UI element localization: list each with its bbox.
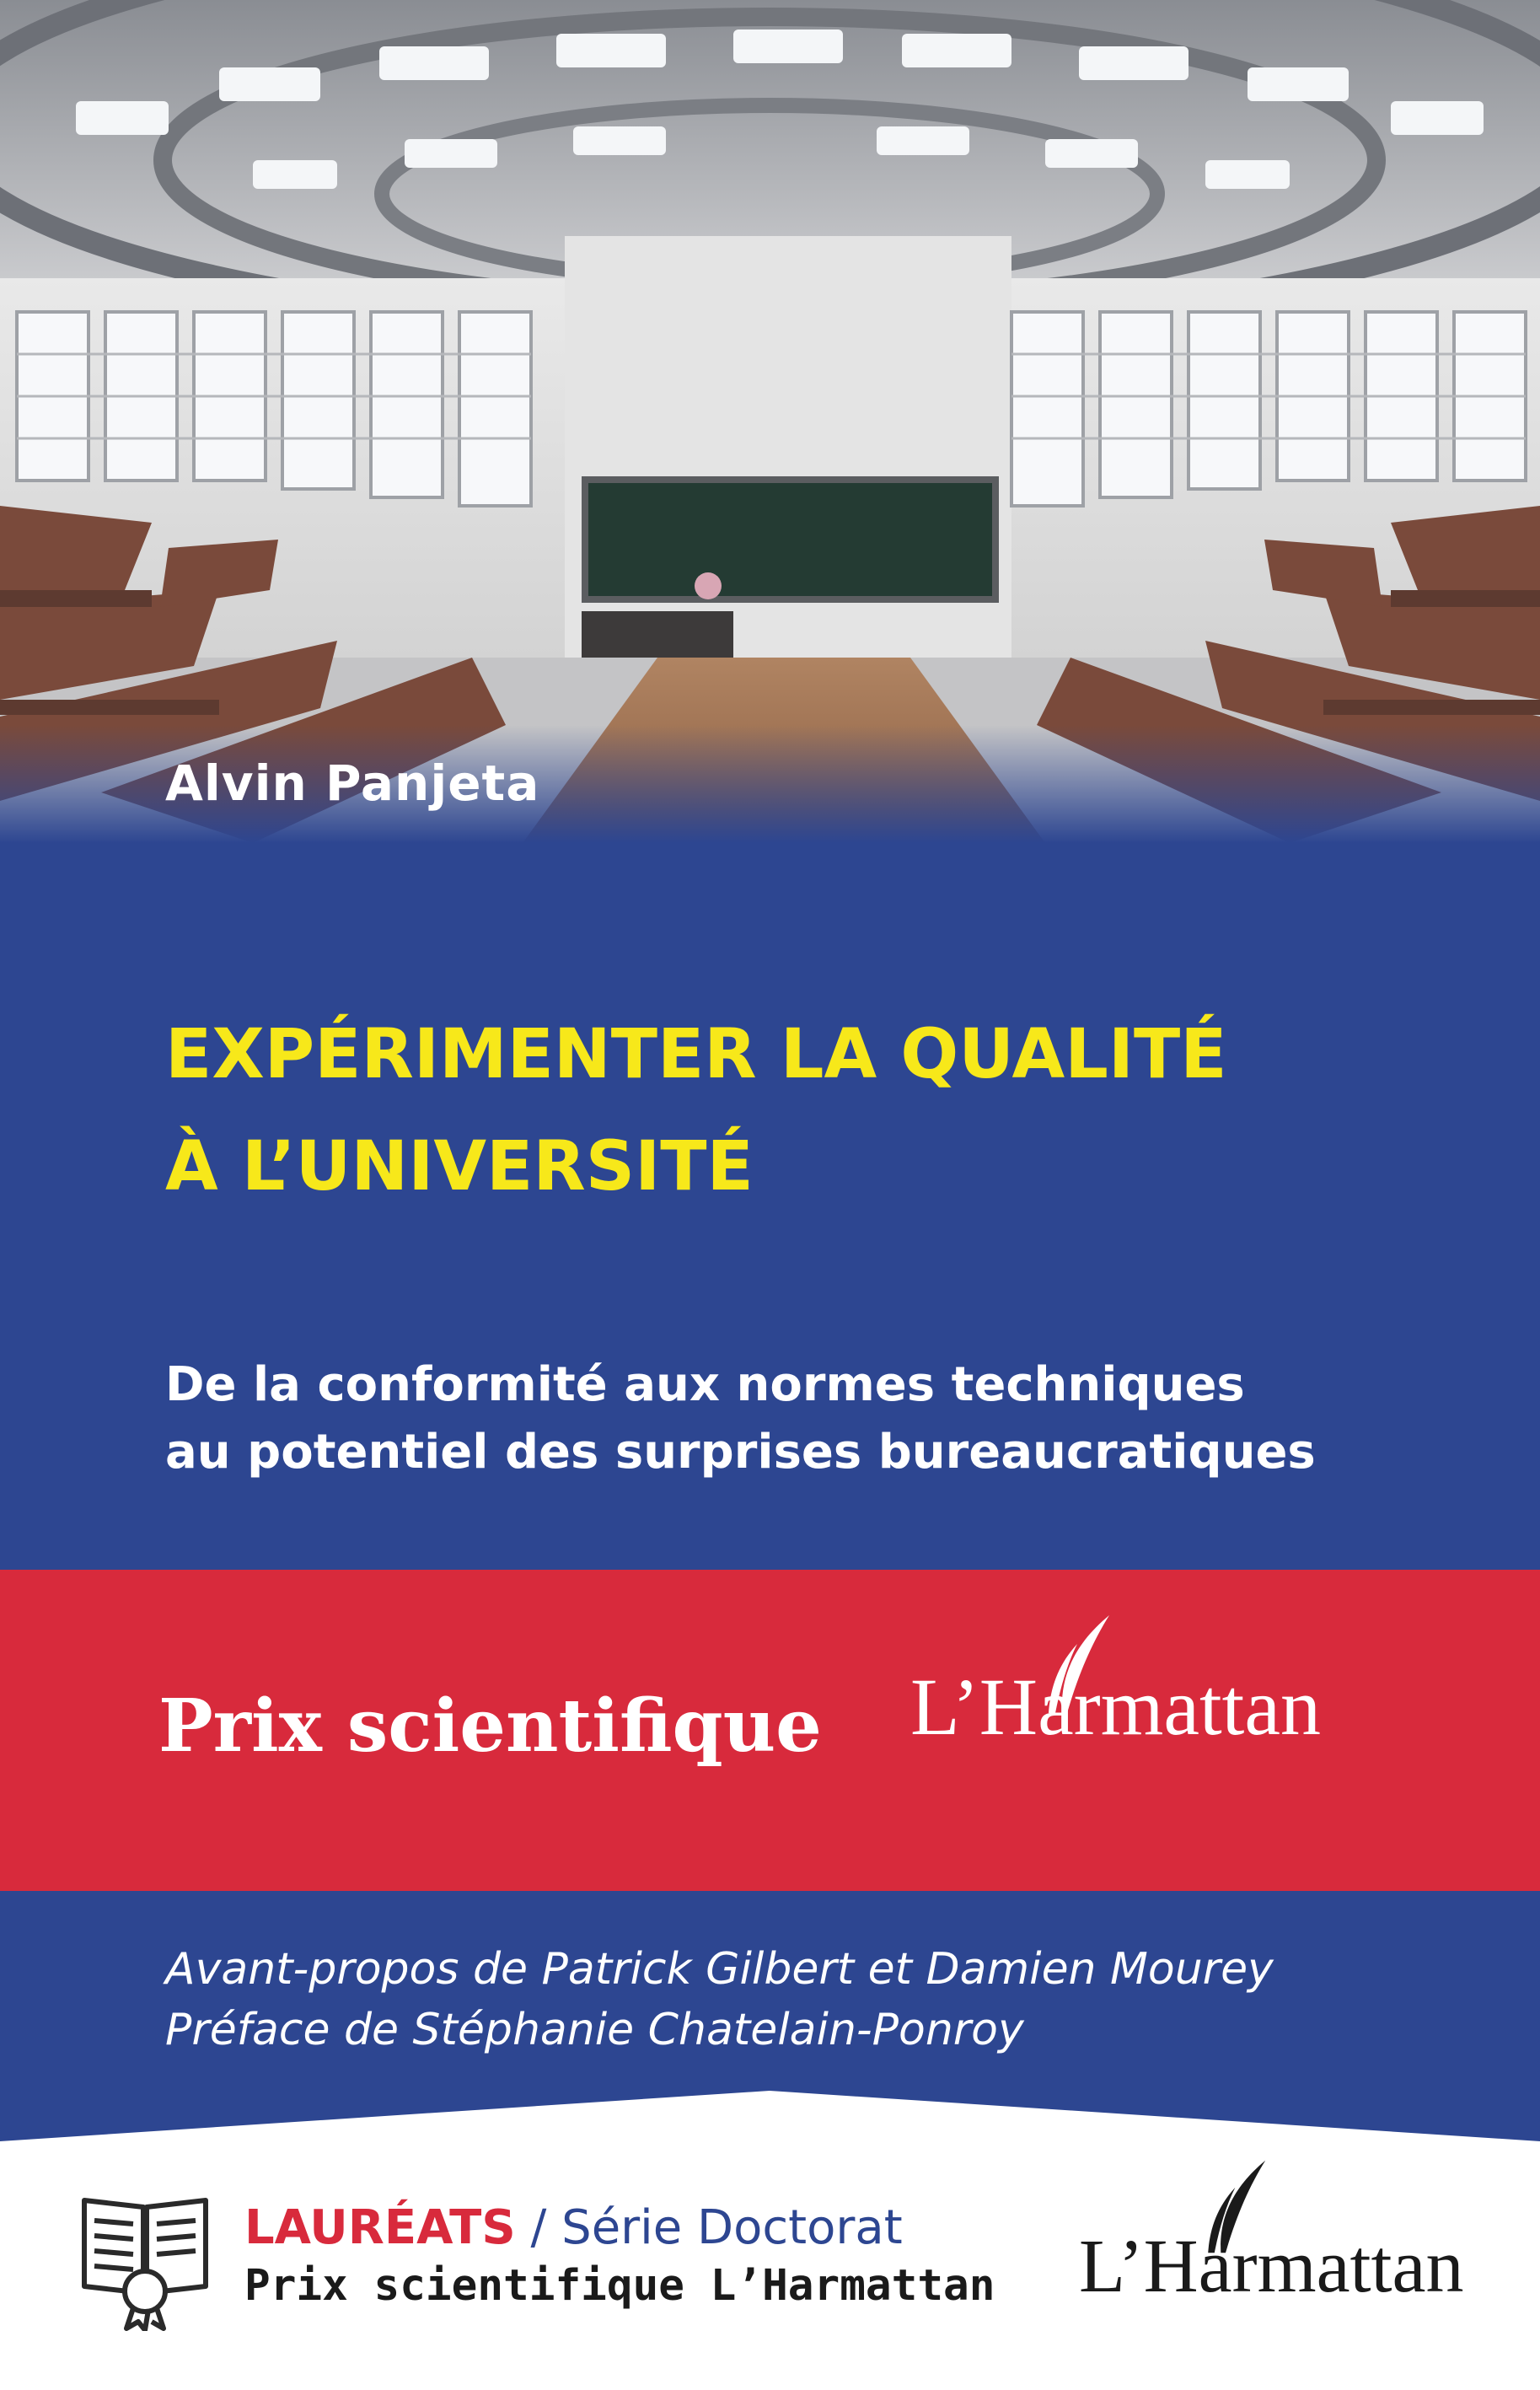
lecture-hall-photo xyxy=(0,0,1540,843)
book-subtitle xyxy=(165,1351,1514,1486)
credits xyxy=(165,1939,1274,2060)
author-name: Alvin Panjeta xyxy=(165,755,540,812)
series-name: Série Doctorat xyxy=(561,2200,903,2255)
series-prize-line: Prix scientifique L’Harmattan xyxy=(244,2261,995,2311)
publisher-logo xyxy=(1079,2158,1484,2327)
prize-label: Prix scientifique xyxy=(158,1684,822,1769)
series-laureats: LAURÉATS xyxy=(244,2200,516,2255)
series-separator: / xyxy=(515,2200,562,2255)
book-title xyxy=(165,999,1514,1223)
subtitle-line: au potentiel des surprises bureaucratiques xyxy=(165,1425,1316,1480)
publisher-name: L’Harmattan xyxy=(1079,2225,1464,2308)
title-line: EXPÉRIMENTER LA QUALITÉ xyxy=(165,1015,1227,1094)
prize-banner xyxy=(0,1570,1540,1891)
prize-publisher-logo xyxy=(910,1614,1349,1782)
prize-publisher-name: L’Harmattan xyxy=(910,1662,1321,1752)
certificate-book-icon xyxy=(78,2192,212,2331)
preface-credit: Préface de Stéphanie Chatelain-Ponroy xyxy=(165,2005,1024,2055)
subtitle-line: De la conformité aux normes techniques xyxy=(165,1357,1245,1412)
series-title xyxy=(244,2200,903,2255)
foreword-credit: Avant-propos de Patrick Gilbert et Damien Mourey xyxy=(165,1944,1274,1995)
title-line: À L’UNIVERSITÉ xyxy=(165,1127,754,1206)
